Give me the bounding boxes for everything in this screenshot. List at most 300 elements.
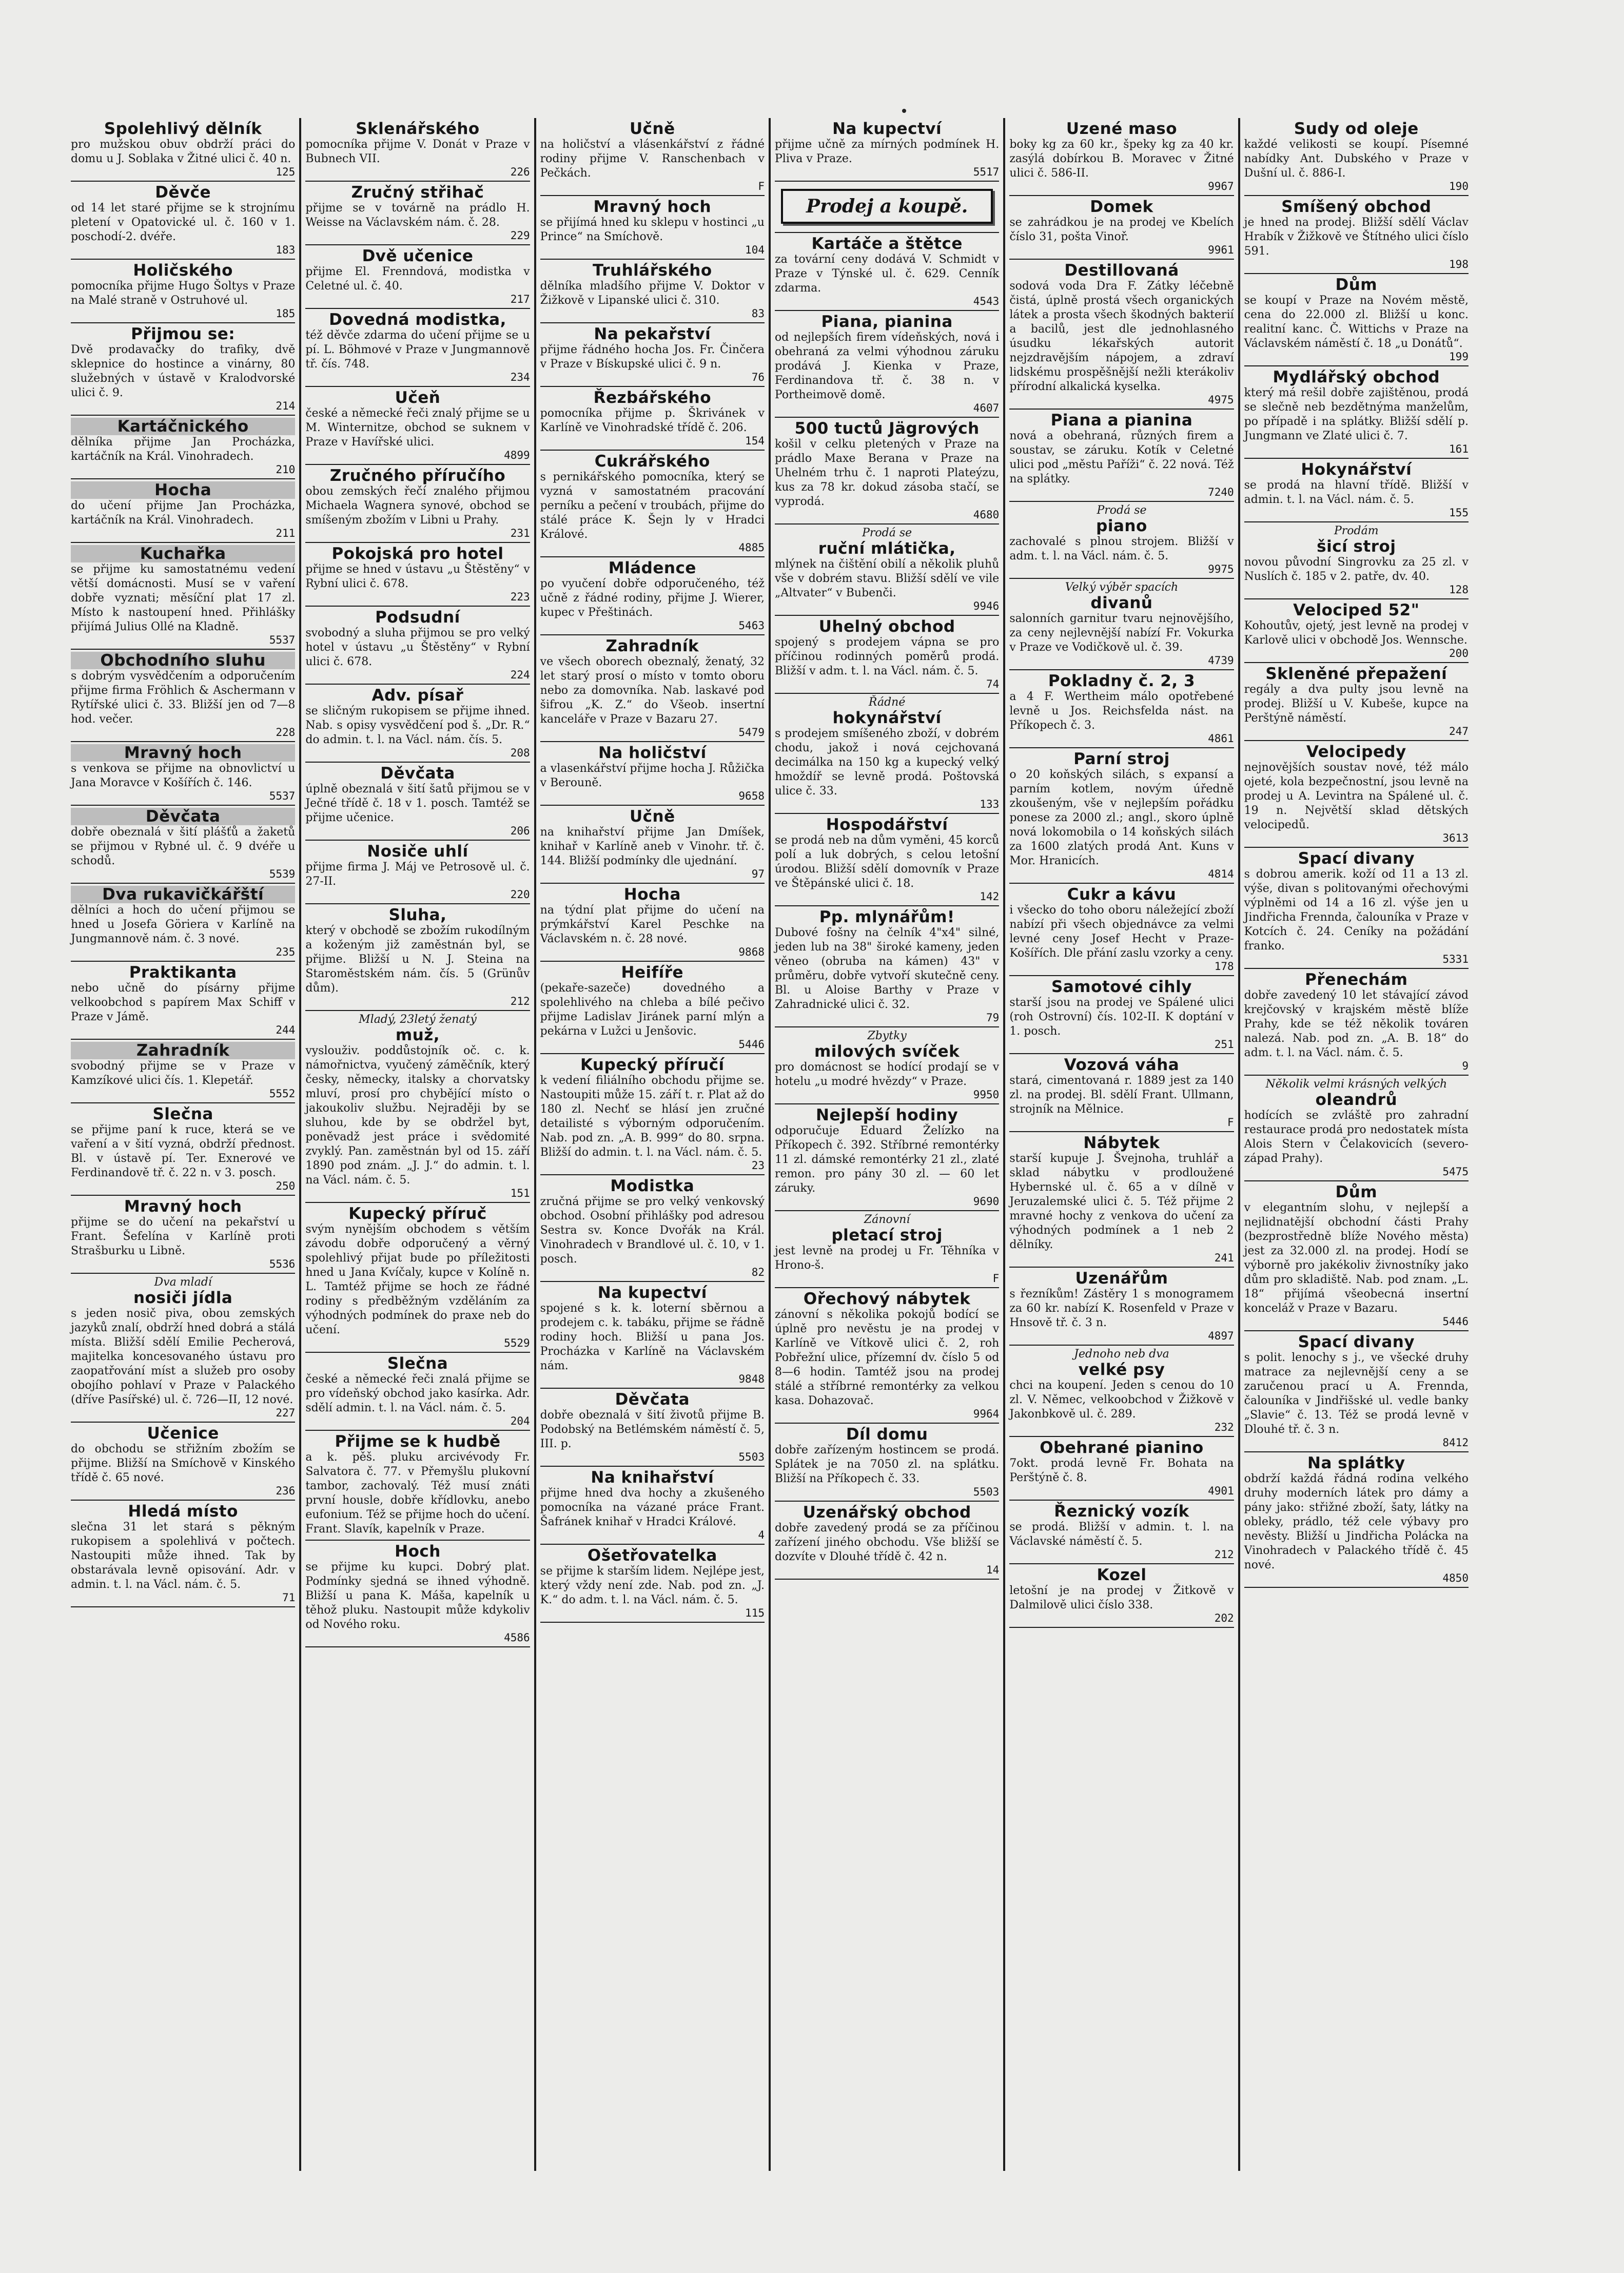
classified-ads-page [67,118,1473,2171]
classified-ad [71,1274,295,1423]
classified-ad [71,1501,295,1607]
classified-ad [1009,196,1234,260]
ad-number: 5552 [269,1087,296,1100]
ad-number: 5539 [269,868,296,880]
classified-ad [71,962,295,1040]
ad-number: 4901 [1208,1485,1234,1497]
ad-body: se prodá neb na dům vyměni, 45 korců polí a luk dobrých, s celou letošní úrodou. Bližší sdělí domovník v Praze ve Štěpánské ulici č. 18. [774,834,1000,890]
ad-heading: Modistka [610,1177,695,1195]
classified-ad [540,1545,765,1623]
ad-column [1005,118,1240,2171]
ad-body: s pernikářského pomocníka, který se vyzná v samostatném pracování perníku a pečení v troubách, přijme do stálé práce K. Šejn ly v Hradci Králové. [540,471,765,541]
ad-number: 200 [1449,647,1469,659]
ad-body: od 14 let staré přijme se k strojnímu pletení v Opatovické ul. č. 160 v 1. poschodí-2. dvéře. [71,202,296,243]
ad-number: 228 [276,726,296,739]
ad-heading: Kupecký příručí [580,1056,725,1074]
ad-body: dobře obeznalá v šití životů přijme B. Podobský na Betlémském náměstí č. 5, III. p. [540,1409,765,1450]
ad-number: 210 [276,463,296,476]
classified-ad [71,1423,295,1501]
ad-heading: Piana, pianina [821,313,953,331]
ad-number: 4739 [1208,654,1234,667]
ad-body: se koupí v Praze na Novém městě, cena do 22.000 zl. Bližší u konc. realitní kanc. Č. Wittichs v Praze na Václavském náměstí č. 18 „u Donátů“. [1244,294,1469,350]
ad-number: 9 [1462,1060,1469,1072]
classified-ad [775,182,999,233]
ad-body: za tovární ceny dodává V. Schmidt v Praze v Týnské ul. č. 629. Cenník zdarma. [774,253,1000,295]
ad-number: 5537 [269,634,296,646]
ad-number: 231 [510,527,530,539]
ad-body: obdrží každá řádná rodina velkého druhy moderních látek pro dámy a pány jako: střižné zboží, šaty, látky na obleky, prádlo, též cele výbavy pro nevěsty. Bližší u Jindřicha Polácka na Vinohradech v Palackého třídě č. 45 nové. [1244,1472,1469,1571]
ad-heading: Dům [1335,276,1378,294]
ad-number: 5529 [504,1337,530,1349]
classified-ad [775,418,999,524]
ad-body: pomocníka přijme p. Škrivánek v Karlíně ve Vinohradské třídě č. 206. [540,407,765,434]
ad-body: vyslouživ. poddůstojník oč. c. k. námořnictva, vyučený záměčník, který česky, německy, italsky a chorvatsky mluví, prosí pro chybějící místo o jakoukoliv službu. Nejraději by se sluhou, kde by se obdržel byt, poněvadž jest práce i svědomité zvyklý. Pan. zaměstnán byl od 15. září 1890 pod znám. „J. J.“ do admin. t. l. na Václ. nám. č. 5. [305,1044,530,1187]
ad-heading: velké psy [1078,1361,1165,1379]
ad-number: F [758,180,765,192]
ad-heading: Kuchařka [71,545,295,562]
ad-number: 154 [745,435,765,447]
ad-heading: Ošetřovatelka [587,1546,717,1565]
ad-column [301,118,536,2171]
ad-number: 4607 [973,402,1000,414]
ad-number: 4975 [1208,394,1234,406]
ad-body: je hned na prodej. Bližší sdělí Václav Hrabík v Žižkově ve Štítného ulici číslo 591. [1244,216,1469,258]
classified-ad [775,311,999,418]
ad-heading: Dům [1335,1183,1378,1201]
ad-preheading: Zánovní [864,1213,910,1226]
ad-heading: Nábytek [1083,1134,1160,1152]
ad-number: 227 [276,1407,296,1419]
ad-heading: pletací stroj [831,1226,943,1245]
ad-number: 5463 [738,619,765,632]
ad-number: 97 [751,868,765,880]
classified-ad [305,685,530,763]
ad-body: starší kupuje J. Švejnoha, truhlář a sklad nábytku v prodloužené Hybernské ul. č. 65 a v dílně v Jeruzalemské ulici č. 5. Též přijme 2 mravné hochy z venkova do učení za výhodných podmínek a 1 neb 2 dělníky. [1009,1152,1234,1251]
ad-column [1240,118,1473,2171]
ad-body: zánovní s několika pokojů bodící se úplně pro nevěstu je na prodej v Karlíně ve Vítkově ulici č. 2, roh Pobřežní ulice, přízemní dv. číslo 5 od 8—6 hodin. Tamtéž jsou na prodej stálé a stříbrné remontérky za velkou kasa. Dohazovač. [774,1308,1000,1407]
ad-number: 125 [276,166,296,178]
ad-body: s řezníkům! Zástěry 1 s monogramem za 60 kr. nabízí K. Rosenfeld v Praze v Hnsově tř. č. 3 n. [1009,1288,1234,1329]
classified-ad [775,1424,999,1502]
ad-preheading: Velký výběr spacích [1065,581,1179,594]
ad-heading: Sluha, [388,906,447,924]
ad-body: přijme se do učení na pekařství u Frant. Šefelína v Karlíně proti Strašburku u Libně. [71,1216,296,1257]
ad-number: 5537 [269,790,296,802]
ad-number: 9690 [973,1195,1000,1208]
classified-ad [71,118,295,182]
ad-heading: Vozová váha [1064,1056,1180,1074]
ad-number: 9658 [738,790,765,802]
ad-number: 76 [751,371,765,383]
ad-heading: Slečna [152,1105,213,1123]
ad-body: košil v celku pletených v Praze na prádlo Maxe Berana v Praze na Uhelném trhu č. 1 naproti Plateýzu, kus za 78 kr. dokud zásoba stačí, se vyprodá. [774,438,1000,508]
classified-ad [305,182,530,245]
ad-number: 4899 [504,449,530,461]
ad-body: každé velikosti se koupí. Písemné nabídky Ant. Dubského v Praze v Dušní ul. č. 886-I. [1244,138,1469,180]
ad-body: se zahrádkou je na prodej ve Kbelích číslo 31, pošta Vinoř. [1009,216,1234,243]
classified-ad [1244,459,1469,522]
classified-ad [71,1196,295,1274]
ad-heading: Obehrané pianino [1040,1439,1204,1457]
ad-heading: Cukrářského [594,452,710,471]
ad-number: 7240 [1208,486,1234,498]
ad-column [536,118,771,2171]
classified-ad [1009,1346,1234,1437]
ad-preheading: Prodá se [1097,504,1147,517]
classified-ad [71,260,295,323]
classified-ad [1009,1564,1234,1628]
ad-body: starší jsou na prodej ve Spálené ulici (roh Ostrovní) čís. 102-II. K doptání v 1. posch. [1009,996,1234,1038]
ad-number: 9961 [1208,244,1234,256]
ad-number: 5446 [1442,1315,1469,1328]
ad-preheading: Několik velmi krásných velkých [1265,1078,1447,1091]
ad-heading: Učeň [395,388,441,407]
ad-body: se přijímá hned ku sklepu v hostinci „u Prince“ na Smíchově. [540,216,765,243]
ad-heading: Holičského [133,261,233,280]
ink-dot [902,109,906,113]
ad-column [771,118,1005,2171]
ad-heading: Mydlářský obchod [1273,368,1440,386]
ad-heading: nosiči jídla [133,1289,233,1307]
classified-ad [1244,366,1469,459]
ad-body: s dobrou amerik. koží od 11 a 13 zl. výše, divan s politovanými ořechovými výplněmi od 14 a 16 zl. výše jen u Jindřicha Frennda, čalouníka v Praze v Kotcích č. 24. Ceníky na požádání franko. [1244,868,1469,953]
ad-number: 250 [276,1180,296,1192]
ad-body: Kohoutův, ojetý, jest levně na prodej v Karlově ulici v obchodě Jos. Wennsche. [1244,619,1469,647]
ad-body: zručná přijme se pro velký venkovský obchod. Osobní přihlášky pod adresou Sestra sv. Konce Dvořák na Král. Vinohradech v Brandlové ul. č. 10, v 1. posch. [540,1195,765,1266]
ad-number: 161 [1449,443,1469,455]
ad-number: 5479 [738,726,765,739]
ad-number: 224 [510,669,530,681]
ad-number: 4850 [1442,1572,1469,1584]
ad-body: jest levně na prodej u Fr. Těhníka v Hrono-š. [774,1245,1000,1272]
classified-ad [540,1175,765,1282]
classified-ad [540,1467,765,1545]
ad-body: na holičství a vlásenkářství z řádné rodiny přijme V. Ranschenbach v Pečkách. [540,138,765,180]
ad-number: 208 [510,747,530,759]
ad-heading: Smíšený obchod [1281,198,1432,216]
ad-body: nová a obehraná, různých firem a soustav, se záruku. Kotík v Celetné ulici pod „městu Paříži“ č. 22 nová. Též na splátky. [1009,430,1234,485]
ad-preheading: Zbytky [867,1029,907,1042]
ad-heading: Obchodního sluhu [71,652,295,669]
ad-body: se přijme k starším lidem. Nejlépe jest, který vždy není zde. Nab. pod zn. „J. K.“ do adm. t. l. na Václ. nám. č. 5. [540,1565,765,1606]
ad-number: 235 [276,946,296,958]
classified-ad [305,543,530,607]
ad-number: 206 [510,825,530,837]
ad-heading: Samotové cihly [1051,978,1192,996]
classified-ad [1244,848,1469,969]
classified-ad [540,323,765,387]
ad-heading: hokynářství [832,709,942,727]
ad-heading: oleandrů [1315,1091,1398,1109]
classified-ad [775,1211,999,1288]
ad-heading: Ořechový nábytek [803,1290,971,1308]
ad-body: české a německé řeči znalá přijme se pro vídeňský obchod jako kasírka. Adr. sdělí admin. t. l. na Václ. nám. č. 5. [305,1373,530,1414]
ad-heading: Přijmou se: [131,325,236,343]
ad-heading: Pp. mlynářům! [819,908,955,926]
ad-number: 79 [986,1012,1000,1024]
ad-number: 5536 [269,1258,296,1270]
ad-preheading: Prodám [1334,524,1379,537]
ad-body: se prodá na hlavní třídě. Bližší v admin. t. l. na Václ. nám. č. 5. [1244,479,1469,506]
ad-body: svobodný přijme se v Praze v Kamzíkové ulici čís. 1. Klepetář. [71,1060,296,1087]
ad-heading: Kartáčnického [71,418,295,435]
classified-ad [71,1103,295,1196]
ad-number: 133 [980,798,1000,810]
classified-ad [305,465,530,543]
ad-heading: 500 tuctů Jägrových [794,419,980,438]
ad-body: o 20 koňských silách, s expansí a parním kotlem, novým úředně zkoušeným, vše v nejlepším pořádku ponese za 2000 zl.; angl., skoro úplně nová lokomobila o 14 koňských silách za 1600 zlatých prodá Ant. Kuns v Mor. Hranicích. [1009,768,1234,867]
ad-number: 5517 [973,166,1000,178]
classified-ad [775,118,999,182]
ad-heading: Zahradník [71,1042,295,1059]
classified-ad [540,196,765,260]
classified-ad [540,557,765,635]
ad-heading: Parní stroj [1073,750,1170,768]
ad-number: 83 [751,307,765,320]
classified-ad [540,1389,765,1467]
ad-body: se sličným rukopisem se přijme ihned. Nab. s opisy vysvědčení pod š. „Dr. R.“ do admin. t. l. na Václ. nám. čís. 5. [305,705,530,746]
classified-ad [540,884,765,962]
classified-ad [540,118,765,196]
ad-heading: Díl domu [846,1425,928,1444]
classified-ad [775,1027,999,1104]
ad-body: Dubové fošny na čelník 4"x4" silné, jeden lub na 38" široké kameny, jeden věneo (obruba na kámen) 43" v průměru, dobře vytvoří skutečně ceny. Bl. u Aloise Barthy v Praze v Zahradnické ulici č. 32. [774,926,1000,1011]
ad-heading: Na knihařství [591,1468,714,1487]
classified-ad [540,635,765,742]
ad-body: regály a dva pulty jsou levně na prodej. Bližší u V. Kubeše, kupce na Perštýně náměstí. [1244,683,1469,725]
classified-ad [775,814,999,906]
ad-heading: Cukr a kávu [1067,885,1177,904]
ad-preheading: Dva mladí [154,1276,212,1289]
ad-heading: Děvče [155,183,211,202]
ad-heading: Zručného příručího [329,467,506,485]
ad-number: 9848 [738,1373,765,1385]
ad-body: který v obchodě se zbožím rukodílným a koženým již zaměstnán byl, se přijme. Bližší u N. J. Steina na Staroměstském nám. čís. 5 (Grünův dům). [305,924,530,995]
ad-heading: Děvčata [615,1390,690,1409]
ad-heading: Podsudní [375,608,460,627]
ad-body: k vedení filiálního obchodu přijme se. Nastoupiti může 15. září t. r. Plat až do 180 zl. Nechť se hlásí jen zručné detailisté s výborným odporučením. Nab. pod zn. „A. B. 999“ do 80. srpna. Bližší do admin. t. l. na Václ. nám. č. 5. [540,1074,765,1159]
ad-body: pomocníka přijme V. Donát v Praze v Bubnech VII. [305,138,530,165]
ad-heading: šicí stroj [1317,537,1396,556]
ad-body: a 4 F. Wertheim málo opotřebené levně u Jos. Reichsfelda nást. na Příkopech č. 3. [1009,690,1234,732]
ad-heading: Mravný hoch [593,198,712,216]
classified-ad [1009,1054,1234,1132]
classified-ad [775,694,999,814]
ad-body: i všecko do toho oboru náležející zboží nabízí při všech objednávce za velmi levné ceny Josef Hecht v Praze-Košířích. Dle přání zaslu vzorky a ceny. [1009,904,1234,960]
ad-body: chci na koupení. Jeden s cenou do 10 zl. V. Němec, velkoobchod v Žižkově v Jakonbkově ul. č. 289. [1009,1379,1234,1421]
ad-heading: Děvčata [71,808,295,825]
ad-body: dělníka mladšího přijme V. Doktor v Žižkově v Lipanské ulici č. 310. [540,280,765,307]
ad-heading: Spolehlivý dělník [104,120,262,138]
ad-body: pomocníka přijme Hugo Šoltys v Praze na Malé straně v Ostruhové ul. [71,280,296,307]
ad-body: po vyučení dobře odporučeného, též učně z řádné rodiny, přijme J. Wierer, kupec v Přeštinách. [540,577,765,619]
ad-heading: Na splátky [1307,1454,1405,1472]
classified-ad [305,763,530,841]
ad-heading: Adv. písař [371,686,464,705]
classified-ad [71,806,295,884]
ad-heading: Učenice [147,1424,219,1443]
ad-number: 3613 [1442,832,1469,844]
ad-body: do obchodu se střižním zbožím se přijme. Bližší na Smíchově v Kinského třídě č. 65 nové. [71,1443,296,1484]
classified-ad [1244,663,1469,741]
classified-ad [1009,1132,1234,1268]
classified-ad [71,323,295,416]
ad-body: Dvě prodavačky do trafiky, dvě sklepnice do hostince a vinárny, 80 služebných v ústavě v Kralodvorské ulici č. 9. [71,343,296,399]
ad-body: dělníka přijme Jan Procházka, kartáčník na Král. Vinohradech. [71,436,296,463]
ad-number: 151 [510,1187,530,1199]
classified-ad [1009,410,1234,502]
ad-heading: Zručný střihač [351,183,484,202]
classified-ad [1244,274,1469,366]
ad-preheading: Řádné [868,696,906,709]
classified-ad [71,742,295,806]
ad-number: 204 [510,1415,530,1427]
ad-body: sodová voda Dra F. Zátky léčebně čistá, úplně prostá všech organických látek a prosta všech škodných bakterií a bacilů, jest dle jednohlasného úsudku lékařských autorit nejzdravějším nápojem, a zdraví lidskému prospěšnější nežli kterákoliv přírodní alkalická kyselka. [1009,280,1234,393]
ad-heading: Hoch [395,1542,441,1561]
ad-number: 9946 [973,600,1000,612]
classified-ad [540,451,765,557]
ad-body: obou zemských řečí znalého přijmou Michaela Wagnera synové, obchod se smíšeným zbožím v Libni u Prahy. [305,485,530,527]
ad-body: též děvče zdarma do učení přijme se u pí. L. Böhmové v Praze v Jungmannově tř. čís. 748. [305,329,530,371]
ad-number: 155 [1449,507,1469,519]
ad-heading: Uzenářský obchod [803,1503,971,1522]
classified-ad [775,1288,999,1424]
ad-number: 223 [510,591,530,603]
classified-ad [71,1040,295,1103]
classified-ad [1009,1268,1234,1346]
ad-body: mlýnek na čištění obilí a několik pluhů vše v dobrém stavu. Bližší sdělí ve vile „Altvater“ v Bubenči. [774,558,1000,599]
classified-ad [1244,741,1469,848]
ad-number: 220 [510,888,530,901]
ad-body: letošní je na prodej v Žitkově v Dalmilově ulici číslo 338. [1009,1584,1234,1611]
ad-number: 128 [1449,584,1469,596]
ad-heading: Hocha [71,481,295,499]
classified-ad [1244,118,1469,196]
ad-body: a k. pěš. pluku arcivévody Fr. Salvatora č. 77. v Přemyšlu plukovní tambor, zachovalý. Též musí znáti první housle, dobře křídlovku, anebo eufonium. Též se přijme hoch do učení. Frant. Slavík, kapelník v Praze. [305,1451,530,1536]
ad-body: stará, cimentovaná r. 1889 jest za 140 zl. na prodej. Bl. sdělí Frant. Ullmann, strojník na Mělnice. [1009,1074,1234,1116]
ad-heading: Přenechám [1305,970,1408,989]
ad-body: se přijme ku kupci. Dobrý plat. Podmínky sjedná se ihned výhodně. Bližší u pana K. Máša, kapelník u těhož pluku. Nastoupit může kdykoliv od Nového roku. [305,1561,530,1631]
ad-preheading: Mladý, 23letý ženatý [359,1013,477,1026]
ad-heading: Sklenářského [356,120,480,138]
classified-ad [540,260,765,323]
ad-body: na knihařství přijme Jan Dmíšek, knihař v Karlíně aneb v Vinohr. tř. č. 144. Bližší podmínky dle ujednání. [540,826,765,867]
classified-ad [540,962,765,1054]
ad-body: s polit. lenochy s j., ve všecké druhy matrace za nejlevnější ceny a se zaručenou prací u A. Frennda, čalouníka v Jindřišské ul. vedle banky „Slavie“ č. 13. Též se prodá levně v Dlouhé tř. č. 3 n. [1244,1351,1469,1436]
classified-ad [775,524,999,616]
ad-number: 232 [1214,1421,1234,1433]
classified-ad [775,906,999,1027]
ad-number: 244 [276,1024,296,1036]
classified-ad [305,1431,530,1541]
classified-ad [1009,884,1234,976]
ad-number: 4814 [1208,868,1234,880]
ad-heading: muž, [395,1026,440,1044]
ad-heading: Destillovaná [1064,261,1179,280]
classified-ad [71,182,295,260]
ad-number: 217 [510,293,530,305]
ad-body: dobře zařízeným hostincem se prodá. Splátek je na 7050 zl. na splátku. Bližší na Příkopech č. 33. [774,1444,1000,1485]
classified-ad [1244,522,1469,599]
ad-number: 71 [282,1591,296,1604]
ad-heading: Hokynářství [1301,460,1412,479]
ad-heading: piano [1096,517,1147,535]
classified-ad [1009,118,1234,196]
ad-heading: Mravný hoch [124,1197,242,1216]
ad-number: 74 [986,678,1000,690]
ad-number: 236 [276,1485,296,1497]
classified-ad [540,1054,765,1175]
ad-body: s venkova se přijme na obnovlictví u Jana Moravce v Košířích č. 146. [71,762,296,789]
ad-heading: Nejlepší hodiny [816,1106,958,1124]
ad-heading: Pokojská pro hotel [331,545,504,563]
ad-heading: Hocha [623,885,681,904]
ad-heading: Hledá místo [128,1502,238,1521]
ad-heading: Spací divany [1298,849,1415,868]
classified-ad [305,309,530,387]
ad-heading: divanů [1090,594,1153,612]
ad-number: 8412 [1442,1436,1469,1449]
ad-number: 9964 [973,1408,1000,1420]
ad-number: 185 [276,307,296,320]
classified-ad [1244,196,1469,274]
classified-ad [305,1353,530,1431]
ad-body: svým nynějším obchodem s větším závodu dobře odporučený a věrný spolehlivý přijat bude po příležitosti hned u Jana Kvíčaly, kupce v Kolíně n. L. Tamtéž přijme se hoch ze řádné rodiny s předběžným vzděláním za výhodných podmínek do praxe neb do učení. [305,1223,530,1336]
ad-number: 5503 [973,1486,1000,1498]
ad-body: přijme El. Frenndová, modistka v Celetné ul. č. 40. [305,265,530,293]
ad-number: 142 [980,890,1000,903]
classified-ad [1244,1331,1469,1452]
ad-heading: ruční mlátička, [818,539,956,558]
ad-heading: Na kupectví [597,1284,707,1302]
ad-number: 190 [1449,180,1469,192]
ad-heading: Slečna [387,1354,448,1373]
ad-number: 4543 [973,295,1000,307]
classified-ad [305,607,530,685]
ad-number: 229 [510,229,530,242]
ad-body: (pekaře-sazeče) dovedného a spolehlivého na chleba a bílé pečivo přijme Ladislav Jiránek parní mlýn a pekárna v Lužci u Jenšovic. [540,982,765,1038]
ad-body: s dobrým vysvědčením a odporučením přijme firma Fröhlich & Aschermann v Rytířské ulici č. 33. Bližší jen od 7—8 hod. večer. [71,670,296,726]
ad-heading: Děvčata [380,764,455,783]
ad-number: 241 [1214,1252,1234,1264]
ad-body: který má rešil dobře zajištěnou, prodá se slečně neb bezdětnýma manželům, po případě i na splátky. Bližší sdělí p. Jungmann ve Zlaté ulici č. 7. [1244,386,1469,442]
ad-heading: Uhelný obchod [818,617,955,636]
ad-heading: Skleněné přepažení [1265,665,1447,683]
classified-ad [1009,579,1234,670]
ad-number: 211 [276,527,296,539]
classified-ad [71,479,295,543]
ad-body: nebo učně do písárny přijme velkoobchod s papírem Max Schiff v Praze v Jámě. [71,982,296,1023]
ad-body: pro mužskou obuv obdrží práci do domu u J. Soblaka v Žitné ulici č. 40 n. [71,138,296,165]
ad-heading: Praktikanta [129,963,237,982]
ad-body: přijme hned dva hochy a zkušeného pomocníka na vázané práce Frant. Šafránek knihař v Hradci Králové. [540,1487,765,1528]
ad-number: 202 [1214,1612,1234,1624]
ad-heading: Piana a pianina [1050,411,1193,430]
ad-preheading: Prodá se [862,527,912,539]
ad-number: 198 [1449,258,1469,270]
ad-body: se prodá. Bližší v admin. t. l. na Václavské náměstí č. 5. [1009,1521,1234,1548]
ad-number: 199 [1449,351,1469,363]
ad-heading: Kozel [1097,1566,1147,1584]
ad-body: spojené s k. k. loterní sběrnou a prodejem c. k. tabáku, přijme se řádně rodiny hoch. Bližší u pana Jos. Procházka v Karlíně na Václavském nám. [540,1302,765,1372]
ad-heading: Hospodářství [826,815,948,834]
ad-body: se přijme paní k ruce, která se ve vaření a v šití vyzná, obdrží přednost. Bl. v ústavě pí. Ter. Exnerové ve Ferdinandově tř. č. 22 n. v 3. posch. [71,1123,296,1179]
classified-ad [1244,1076,1469,1181]
ad-number: 9975 [1208,563,1234,575]
classified-ad [305,118,530,182]
ad-number: 104 [745,244,765,256]
ad-body: od nejlepších firem vídeňských, nová i obehraná za velmi výhodnou záruku prodává J. Kienka v Praze, Ferdinandova tř. č. 38 n. v Portheimově domě. [774,331,1000,401]
